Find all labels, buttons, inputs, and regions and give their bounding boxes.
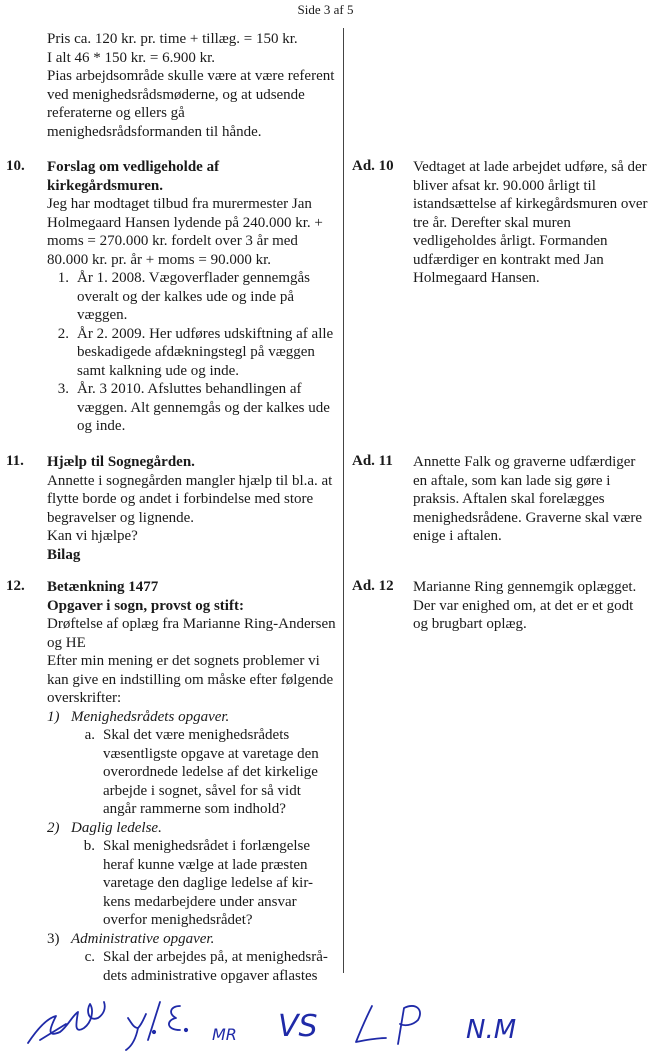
intro-line: Pias arbejdsområde skulle være at være referent ved menighedsrådsmøderne, og at udsende referaterne og ellers gå menighedsrådsformanden til hånde. <box>47 68 335 140</box>
item-12-content <box>47 578 337 985</box>
intro-line: Pris ca. 120 kr. pr. time + tillæg. = 150 kr. <box>47 31 298 47</box>
item-title: Hjælp til Sognegården. <box>47 454 195 470</box>
item-11-content <box>47 453 337 564</box>
item-title: Betænkning 1477 <box>47 579 159 595</box>
section-marker: 2) <box>47 819 60 836</box>
initials-vs: VS <box>278 1009 318 1044</box>
section-heading <box>47 708 337 727</box>
item-number: 10. <box>6 158 25 174</box>
list-item <box>47 325 337 381</box>
list-item <box>47 269 337 325</box>
intro-line: I alt 46 * 150 kr. = 6.900 kr. <box>47 49 216 66</box>
section-title: Administrative opgaver. <box>71 930 215 947</box>
intro-block <box>47 30 337 141</box>
item-number: 11. <box>6 453 24 469</box>
section-title: Daglig ledelse. <box>71 819 162 836</box>
sub-text: Skal der arbejdes på, at menighedsrå-dets administrative opgaver aflastes <box>103 949 328 984</box>
section-marker: 1) <box>47 708 60 725</box>
list-text: År 1. 2008. Vægoverflader gennemgås overalt og der kalkes ude og inde på væggen. <box>77 270 310 323</box>
section-marker: 3) <box>47 930 60 947</box>
list-marker: 1. <box>57 270 69 286</box>
sub-marker: c. <box>84 949 95 965</box>
ad-label: Ad. 11 <box>352 453 393 469</box>
section-sub <box>47 837 337 930</box>
ad-text: Annette Falk og graverne udfærdiger en aftale, som kan lade sig gøre i praksis. Aftalen skal forelægges menighedsrådene. Graverne skal være enige i aftalen. <box>413 454 643 544</box>
section-sub <box>47 726 337 819</box>
item-number: 12. <box>6 578 25 594</box>
column-divider <box>343 28 344 973</box>
ad-text: Marianne Ring gennemgik oplægget. Der var enighed om, at det er et godt og brugbart oplæg. <box>413 579 637 632</box>
item-subtitle: Opgaver i sogn, provst og stift: <box>47 597 244 614</box>
item-body: Efter min mening er det sognets problemer vi kan give en indstilling om måske efter følgende overskrifter: <box>47 653 334 706</box>
attachment-label: Bilag <box>47 546 81 563</box>
item-10-content <box>47 158 337 436</box>
list-marker: 3. <box>57 381 69 397</box>
list-text: År. 3 2010. Afsluttes behandlingen af væggen. Alt gennemgås og der kalkes ude og inde. <box>77 381 330 434</box>
section-heading <box>47 819 337 838</box>
sub-text: Skal menighedsrådet i forlængelse heraf kunne vælge at lade præsten varetage den daglige ledelse af kir-kens medarbejdere under ansvar overfor menighedsrådet? <box>103 838 314 928</box>
ad-label: Ad. 12 <box>352 578 394 594</box>
section-sub <box>47 948 337 985</box>
list-marker: 2. <box>57 325 69 342</box>
item-body: Drøftelse af oplæg fra Marianne Ring-Andersen og HE <box>47 616 336 651</box>
list-text: År 2. 2009. Her udføres udskiftning af alle beskadigede afdækningstegl på væggen samt kalkning ude og inde. <box>77 325 334 379</box>
sub-text: Skal det være menighedsrådets væsentligste opgave at varetage den overordnede ledelse af det kirkelige arbejde i sognet, såvel for så vidt angår rammerne som indhold? <box>103 727 319 817</box>
sub-marker: a. <box>84 727 95 743</box>
handwritten-signatures <box>20 988 640 1058</box>
section-title: Menighedsrådets opgaver. <box>71 708 230 725</box>
section-heading <box>47 930 337 949</box>
page-number: Side 3 af 5 <box>297 2 354 17</box>
item-body: Jeg har modtaget tilbud fra murermester Jan Holmegaard Hansen lydende på 240.000 kr. + moms = 270.000 kr. fordelt over 3 år med 80.000 kr. pr. år + moms = 90.000 kr. <box>47 196 323 268</box>
ad-text: Vedtaget at lade arbejdet udføre, så der bliver afsat kr. 90.000 årligt til istandsættelse af kirkegårdsmuren over tre år. Derefter skal muren vedligeholdes årligt. Formanden udfærdiger en kontrakt med Jan Holmegaard Hansen. <box>413 159 648 286</box>
initials-nm: N.M <box>466 1015 517 1045</box>
initials-mr: MR <box>212 1025 237 1044</box>
list-item <box>47 380 337 436</box>
item-question: Kan vi hjælpe? <box>47 528 138 544</box>
sub-marker: b. <box>83 838 95 854</box>
item-body: Annette i sognegården mangler hjælp til bl.a. at flytte borde og andet i forbindelse med store begravelser og lignende. <box>47 472 333 526</box>
ad-label: Ad. 10 <box>352 158 394 174</box>
item-title: Forslag om vedligeholde af kirkegårdsmuren. <box>47 159 220 194</box>
